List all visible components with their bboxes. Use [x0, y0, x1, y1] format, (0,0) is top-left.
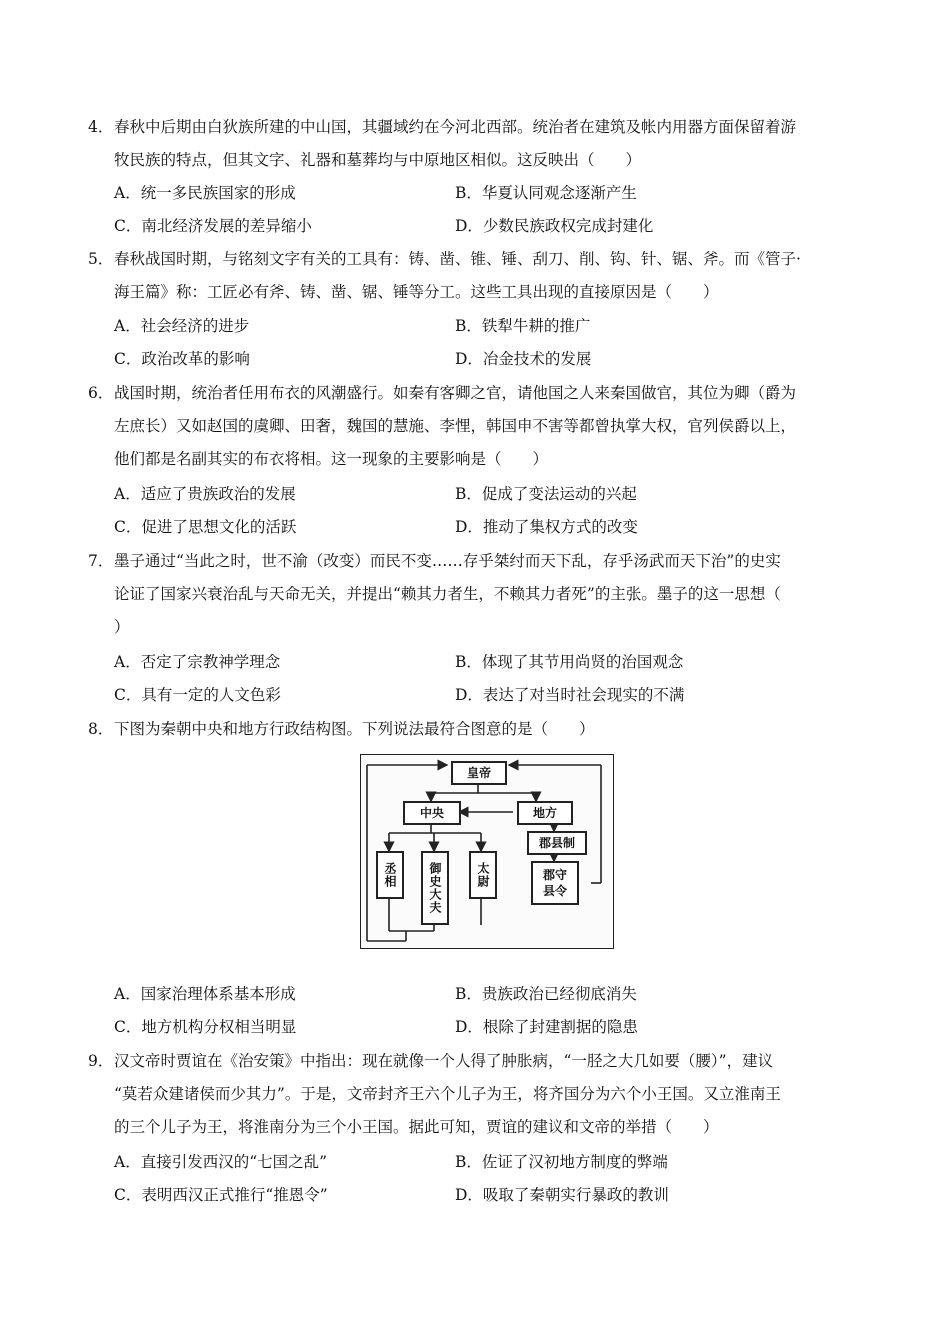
option-b[interactable]: B．佐证了汉初地方制度的弊端 — [455, 1153, 668, 1171]
option-a[interactable]: A．统一多民族国家的形成 — [114, 184, 296, 202]
question-text: 的三个儿子为王，将淮南分为三个小王国。据此可知，贾谊的建议和文帝的举措（ ） — [114, 1118, 719, 1136]
question-number: 9． — [88, 1052, 114, 1070]
option-a[interactable]: A．直接引发西汉的“七国之乱” — [114, 1153, 328, 1171]
option-d[interactable]: D．推动了集权方式的改变 — [455, 518, 638, 536]
option-c[interactable]: C．促进了思想文化的活跃 — [114, 518, 297, 536]
option-b[interactable]: B．体现了其节用尚贤的治国观念 — [455, 653, 684, 671]
option-a[interactable]: A．否定了宗教神学理念 — [114, 653, 281, 671]
central-box: 中央 — [403, 801, 461, 825]
question-text: 牧民族的特点，但其文字、礼器和墓葬均与中原地区相似。这反映出（ ） — [114, 151, 642, 169]
question-text: “莫若众建诸侯而少其力”。于是，文帝封齐王六个儿子为王，将齐国分为六个小王国。又立淮南王 — [114, 1085, 781, 1103]
options-8 — [114, 978, 874, 1044]
question-9 — [88, 1045, 868, 1144]
option-c[interactable]: C．地方机构分权相当明显 — [114, 1018, 297, 1036]
options-6 — [114, 478, 874, 544]
commandery-system-box: 郡县制 — [527, 831, 587, 855]
question-text: 春秋中后期由白狄族所建的中山国，其疆域约在今河北西部。统治者在建筑及帐内用器方面保留着游 — [114, 118, 797, 136]
qin-administration-diagram — [360, 754, 614, 949]
question-text: 春秋战国时期，与铭刻文字有关的工具有：铸、凿、锥、锤、刮刀、削、钩、针、锯、斧。而《管子· — [114, 250, 801, 268]
option-c[interactable]: C．南北经济发展的差异缩小 — [114, 217, 312, 235]
option-a[interactable]: A．社会经济的进步 — [114, 317, 250, 335]
question-8 — [88, 713, 868, 746]
question-text: 海王篇》称：工匠必有斧、铸、凿、锯、锤等分工。这些工具出现的直接原因是（ ） — [114, 283, 719, 301]
question-5 — [88, 243, 868, 309]
governor-box: 郡守 县令 — [531, 861, 579, 905]
question-text: 战国时期，统治者任用布衣的风潮盛行。如秦有客卿之官，请他国之人来秦国做官，其位为卿（爵为 — [114, 384, 797, 402]
option-a[interactable]: A．国家治理体系基本形成 — [114, 985, 296, 1003]
chancellor-box: 丞相 — [376, 851, 404, 899]
option-b[interactable]: B．贵族政治已经彻底消失 — [455, 985, 637, 1003]
option-c[interactable]: C．政治改革的影响 — [114, 350, 250, 368]
question-text: 汉文帝时贾谊在《治安策》中指出：现在就像一个人得了肿胀病，“一胫之大几如要（腰）”，建议 — [114, 1052, 774, 1070]
options-7 — [114, 646, 874, 712]
local-box: 地方 — [517, 801, 573, 825]
question-number: 8． — [88, 720, 114, 738]
option-d[interactable]: D．表达了对当时社会现实的不满 — [455, 686, 685, 704]
question-text: ） — [114, 618, 130, 636]
option-d[interactable]: D．少数民族政权完成封建化 — [455, 217, 654, 235]
question-text: 下图为秦朝中央和地方行政结构图。下列说法最符合图意的是（ ） — [114, 720, 595, 738]
options-9 — [114, 1146, 874, 1212]
censor-box: 御史大夫 — [421, 851, 449, 925]
option-d[interactable]: D．吸取了秦朝实行暴政的教训 — [455, 1186, 669, 1204]
option-c[interactable]: C．表明西汉正式推行“推恩令” — [114, 1186, 328, 1204]
question-6 — [88, 377, 868, 476]
options-4 — [114, 177, 874, 243]
commander-box: 太尉 — [469, 851, 497, 899]
question-4 — [88, 111, 868, 177]
question-number: 4． — [88, 118, 114, 136]
option-c[interactable]: C．具有一定的人文色彩 — [114, 686, 281, 704]
option-d[interactable]: D．根除了封建割据的隐患 — [455, 1018, 638, 1036]
question-number: 5． — [88, 250, 114, 268]
emperor-box: 皇帝 — [451, 761, 507, 785]
option-d[interactable]: D．冶金技术的发展 — [455, 350, 592, 368]
option-a[interactable]: A．适应了贵族政治的发展 — [114, 485, 296, 503]
option-b[interactable]: B．促成了变法运动的兴起 — [455, 485, 637, 503]
question-text: 左庶长）又如赵国的虞卿、田奢，魏国的慧施、李悝，韩国申不害等都曾执掌大权，官列侯爵以上， — [114, 417, 797, 435]
question-number: 6． — [88, 384, 114, 402]
options-5 — [114, 310, 874, 376]
question-text: 论证了国家兴衰治乱与天命无关，并提出“赖其力者生，不赖其力者死”的主张。墨子的这一思想（ — [114, 585, 781, 603]
option-b[interactable]: B．华夏认同观念逐渐产生 — [455, 184, 637, 202]
question-number: 7． — [88, 552, 114, 570]
question-text: 墨子通过“当此之时，世不渝（改变）而民不变……存乎桀纣而天下乱，存乎汤武而天下治”的史实 — [114, 552, 781, 570]
question-7 — [88, 545, 868, 644]
option-b[interactable]: B．铁犁牛耕的推广 — [455, 317, 591, 335]
question-text: 他们都是名副其实的布衣将相。这一现象的主要影响是（ ） — [114, 450, 549, 468]
